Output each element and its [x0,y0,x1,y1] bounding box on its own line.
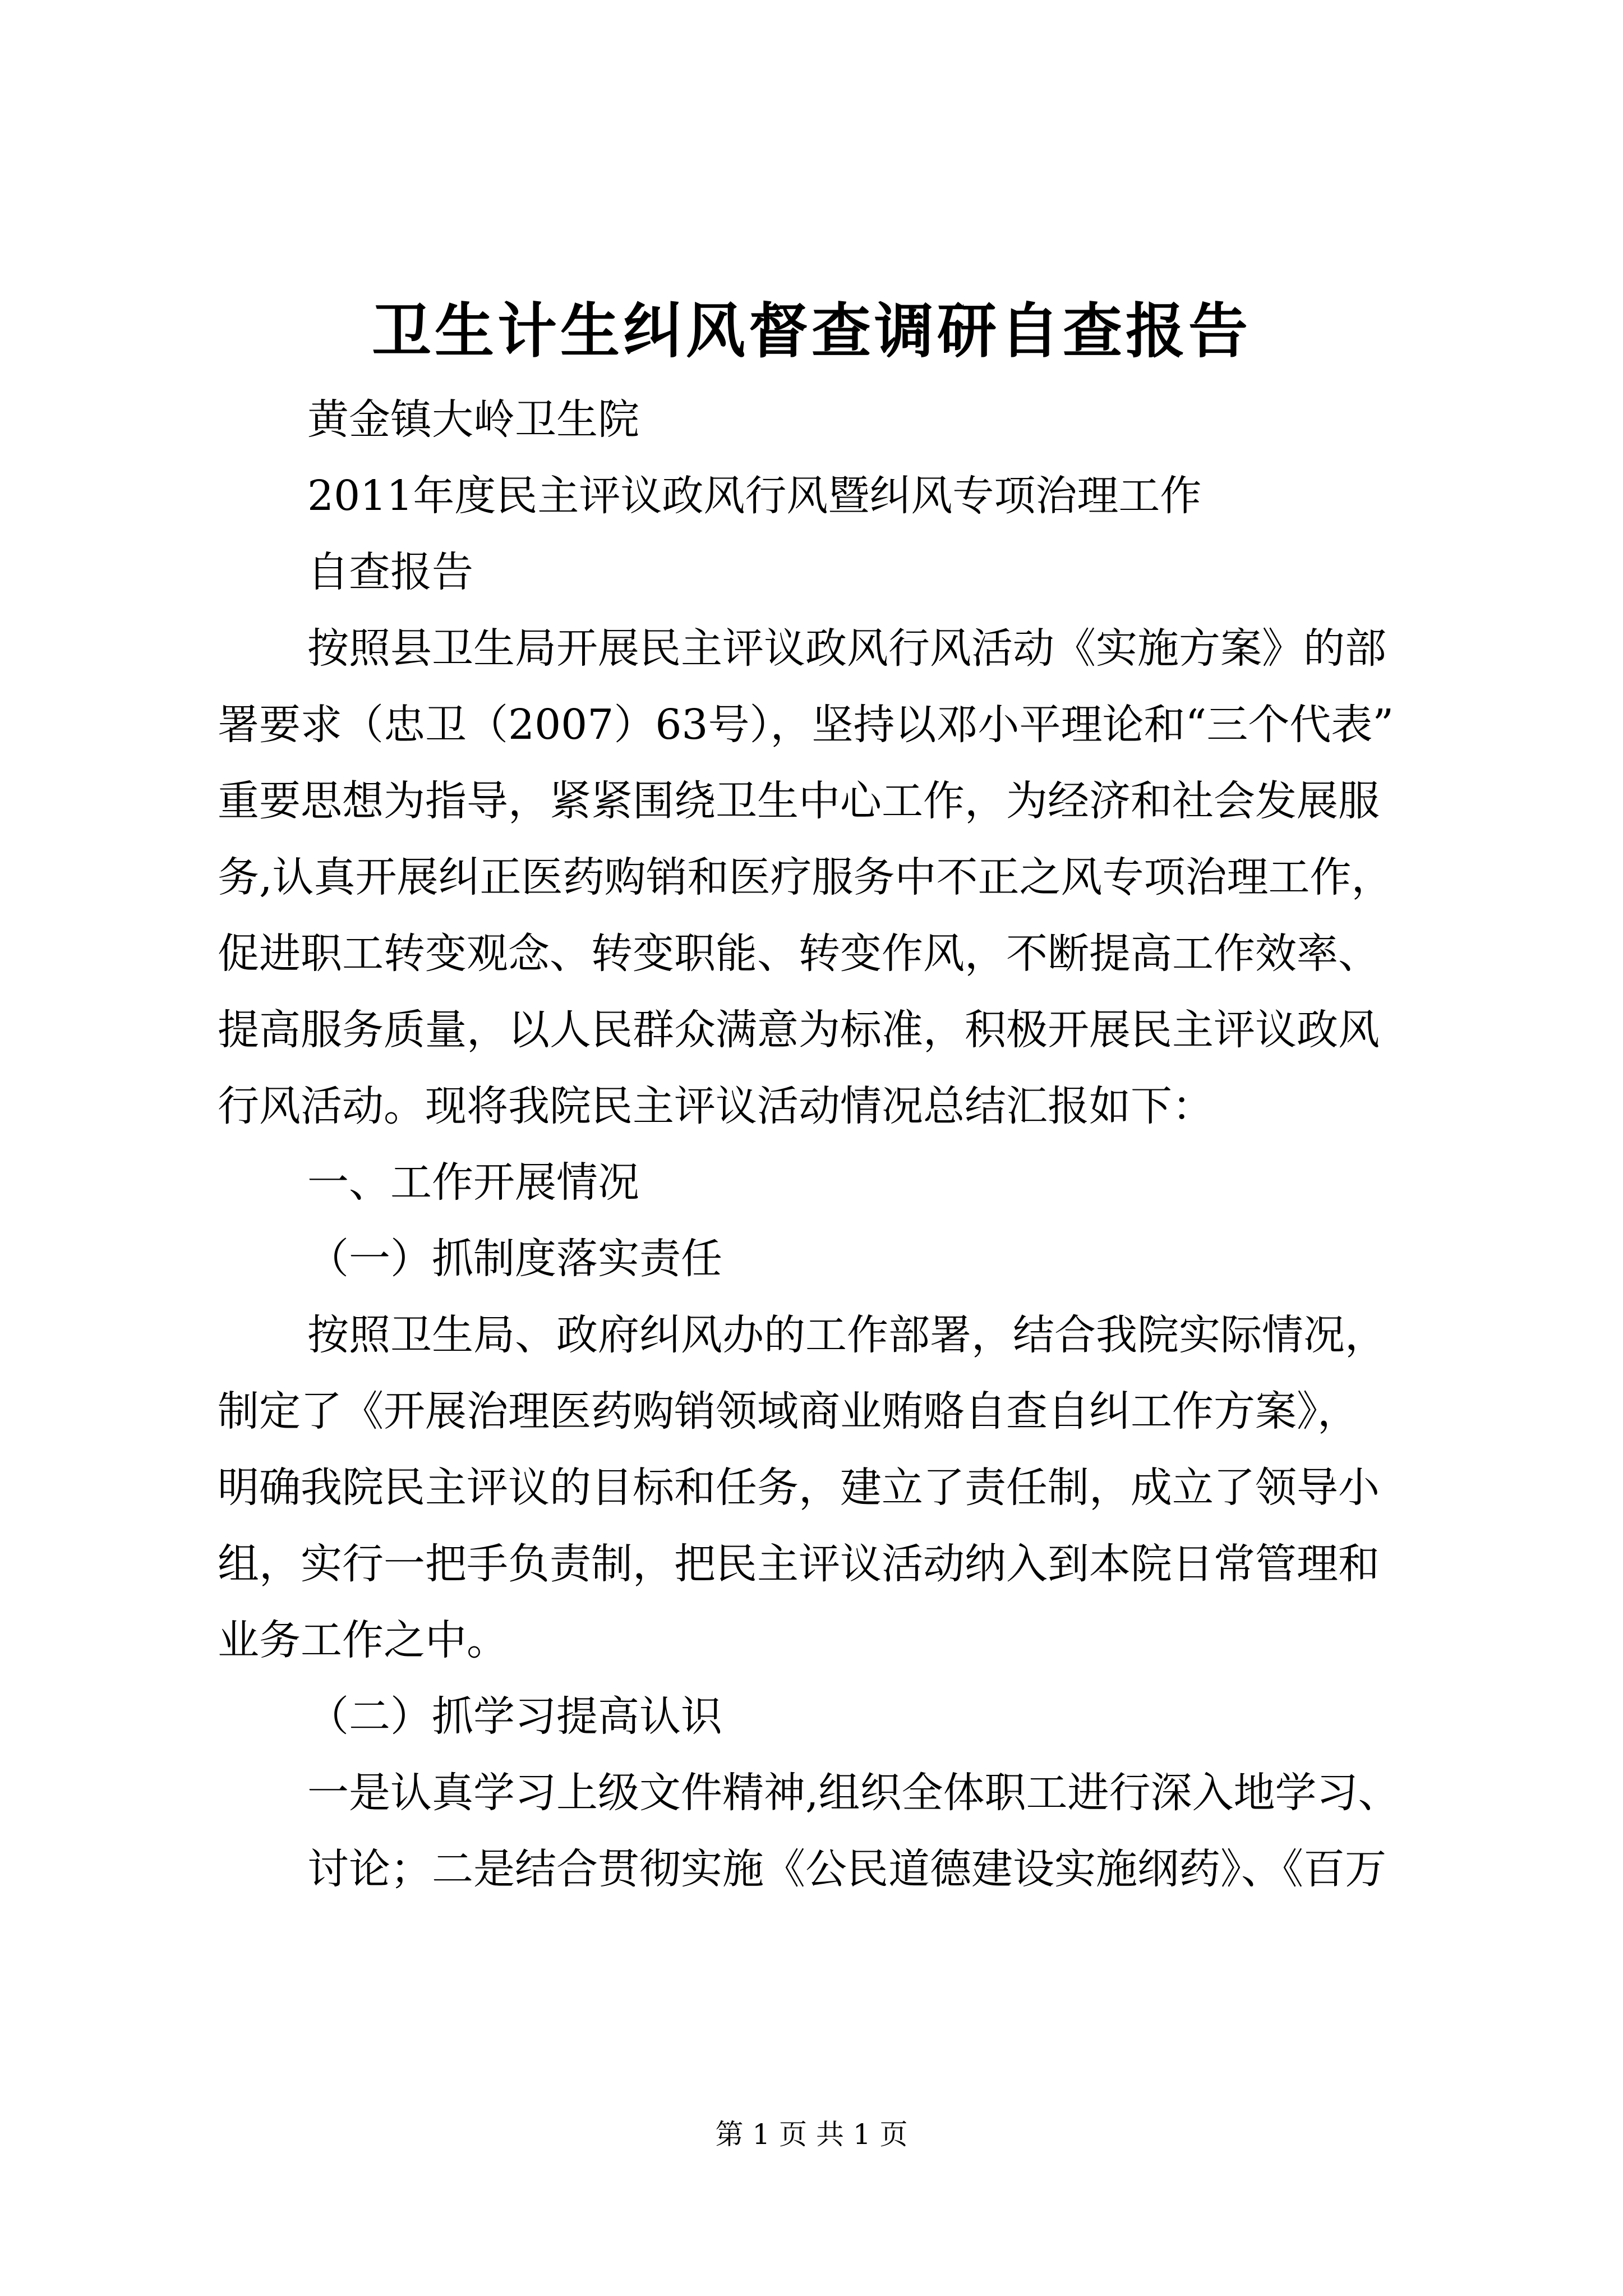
body-line: 行风活动。现将我院民主评议活动情况总结汇报如下： [218,1082,1214,1130]
body-line: 重要思想为指导，紧紧围绕卫生中心工作，为经济和社会发展服 [218,777,1380,825]
body-line: 按照县卫生局开展民主评议政风行风活动《实施方案》的部 [307,624,1386,673]
body-line: 组，实行一把手负责制，把民主评议活动纳入到本院日常管理和 [218,1540,1380,1588]
body-line: 提高服务质量，以人民群众满意为标准，积极开展民主评议政风 [218,1006,1380,1054]
section-heading: 一、工作开展情况 [307,1158,639,1207]
body-line: 自查报告 [307,548,473,596]
body-line: 讨论；二是结合贯彻实施《公民道德建设实施纲药》、《百万 [307,1845,1386,1893]
subsection-heading: （一）抓制度落实责任 [307,1235,722,1283]
subsection-heading: （二）抓学习提高认识 [307,1692,722,1741]
body-line: 制定了《开展治理医药购销领域商业贿赂自查自纠工作方案》， [218,1387,1359,1435]
page-footer: 第 1 页 共 1 页 [715,2118,908,2151]
body-line: 按照卫生局、政府纠风办的工作部署，结合我院实际情况， [307,1311,1386,1359]
body-line: 业务工作之中。 [218,1616,508,1664]
body-line: 一是认真学习上级文件精神,组织全体职工进行深入地学习、 [307,1769,1400,1817]
body-line: 署要求（忠卫（2007）63号），坚持以邓小平理论和“三个代表” [218,701,1394,749]
body-line: 务,认真开展纠正医药购销和医疗服务中不正之风专项治理工作， [218,853,1393,901]
document-title: 卫生计生纠风督查调研自查报告 [372,296,1251,366]
body-line: 明确我院民主评议的目标和任务，建立了责任制，成立了领导小 [218,1464,1380,1512]
body-line: 黄金镇大岭卫生院 [307,395,639,444]
body-line: 2011年度民主评议政风行风暨纠风专项治理工作 [307,472,1202,520]
document-body [218,381,1423,1907]
body-line: 促进职工转变观念、转变职能、转变作风，不断提高工作效率、 [218,930,1380,978]
